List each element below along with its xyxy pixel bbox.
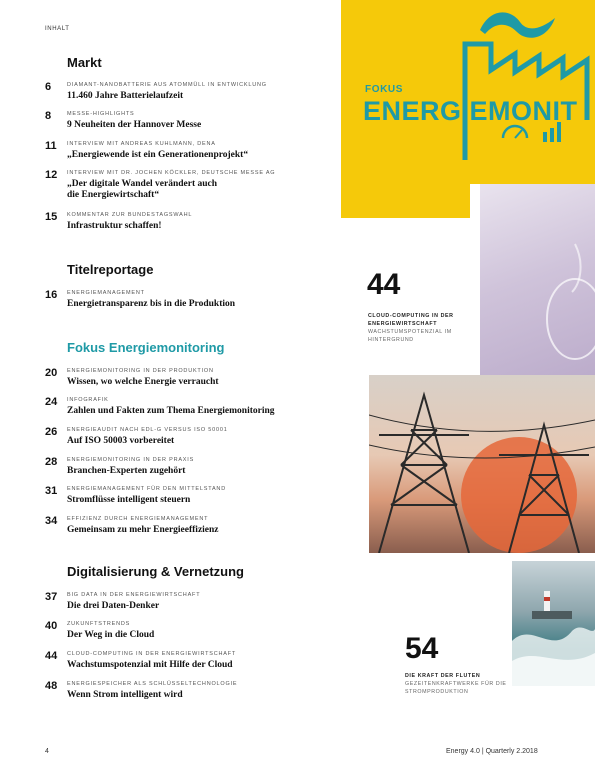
- entry-title: Wachstumspotenzial mit Hilfe der Cloud: [67, 660, 233, 670]
- entry-kicker: ENERGIESPEICHER ALS SCHLÜSSELTECHNOLOGIE: [67, 681, 238, 687]
- entry-kicker: DIAMANT-NANOBATTERIE AUS ATOMMÜLL IN ENTWICKLUNG: [67, 82, 267, 88]
- page-number: 34: [45, 515, 58, 527]
- entry-title-line2: die Energiewirtschaft“: [67, 190, 160, 200]
- page-number: 31: [45, 485, 58, 497]
- feature-caption-line: DIE KRAFT DER FLUTEN: [405, 673, 481, 679]
- entry-title: Infrastruktur schaffen!: [67, 221, 162, 231]
- entry-title: „Energiewende ist ein Generationenprojekt“: [67, 150, 249, 160]
- entry-kicker: INFOGRAFIK: [67, 397, 109, 403]
- cloud-glow: [480, 184, 595, 392]
- pylon-graphic: [369, 375, 595, 553]
- entry-kicker: ZUKUNFTSTRENDS: [67, 621, 131, 627]
- entry-title: Gemeinsam zu mehr Energieeffizienz: [67, 525, 219, 535]
- cloud-photo: [480, 184, 595, 392]
- entry-title: Zahlen und Fakten zum Thema Energiemonitoring: [67, 406, 275, 416]
- page-number: 44: [45, 650, 58, 662]
- lighthouse-graphic: [512, 561, 595, 686]
- fokus-headline: ENERGIEMONIT: [363, 96, 578, 126]
- entry-title: Wissen, wo welche Energie verraucht: [67, 377, 219, 387]
- entry-kicker: INTERVIEW MIT DR. JOCHEN KÖCKLER, DEUTSCHE MESSE AG: [67, 170, 276, 176]
- entry-title: Wenn Strom intelligent wird: [67, 690, 183, 700]
- section-markt: Markt: [67, 55, 102, 70]
- entry-kicker: MESSE-HIGHLIGHTS: [67, 111, 135, 117]
- factory-icon: [455, 0, 595, 160]
- feature-caption-line: ENERGIEWIRTSCHAFT: [368, 321, 438, 327]
- entry-kicker: KOMMENTAR ZUR BUNDESTAGSWAHL: [67, 212, 193, 218]
- entry-kicker: ENERGIEMONITORING IN DER PRODUKTION: [67, 368, 214, 374]
- section-titelreportage: Titelreportage: [67, 262, 154, 277]
- footer-page-number: 4: [45, 748, 49, 755]
- entry-title: Der Weg in die Cloud: [67, 630, 155, 640]
- page-number: 12: [45, 169, 58, 181]
- feature-caption-line: GEZEITENKRAFTWERKE FÜR DIE: [405, 681, 507, 687]
- fokus-kicker: FOKUS: [365, 84, 403, 95]
- entry-kicker: EFFIZIENZ DURCH ENERGIEMANAGEMENT: [67, 516, 209, 522]
- section-label: INHALT: [45, 26, 70, 32]
- entry-title: 11.460 Jahre Batterielaufzeit: [67, 91, 184, 101]
- entry-kicker: CLOUD-COMPUTING IN DER ENERGIEWIRTSCHAFT: [67, 651, 237, 657]
- page-number: 16: [45, 289, 58, 301]
- entry-kicker: ENERGIEAUDIT NACH EDL-G VERSUS ISO 50001: [67, 427, 228, 433]
- entry-kicker: BIG DATA IN DER ENERGIEWIRTSCHAFT: [67, 592, 201, 598]
- section-fokus: Fokus Energiemonitoring: [67, 340, 225, 355]
- power-tower-photo: [369, 375, 595, 553]
- feature-caption-line: WACHSTUMSPOTENZIAL IM: [368, 329, 452, 335]
- feature-page-number: 54: [405, 632, 439, 665]
- feature-caption-line: HINTERGRUND: [368, 337, 414, 343]
- entry-title: 9 Neuheiten der Hannover Messe: [67, 120, 202, 130]
- entry-title: Stromflüsse intelligent steuern: [67, 495, 191, 505]
- page-number: 37: [45, 591, 58, 603]
- entry-kicker: ENERGIEMANAGEMENT FÜR DEN MITTELSTAND: [67, 486, 226, 492]
- page-number: 11: [45, 140, 57, 152]
- footer-separator: |: [481, 748, 486, 755]
- footer-magazine-title: Energy 4.0: [446, 748, 480, 755]
- entry-kicker: ENERGIEMANAGEMENT: [67, 290, 145, 296]
- feature-caption: [405, 672, 507, 696]
- page-number: 28: [45, 456, 58, 468]
- page-number: 8: [45, 110, 52, 122]
- page-number: 24: [45, 396, 58, 408]
- page-number: 40: [45, 620, 58, 632]
- entry-kicker: ENERGIEMONITORING IN DER PRAXIS: [67, 457, 195, 463]
- entry-title: „Der digitale Wandel verändert auch: [67, 179, 218, 189]
- page-number: 6: [45, 81, 52, 93]
- page-number: 20: [45, 367, 58, 379]
- page-number: 15: [45, 211, 58, 223]
- entry-title: Energietransparenz bis in die Produktion: [67, 299, 236, 309]
- section-digital: Digitalisierung & Vernetzung: [67, 564, 244, 579]
- entry-title: Branchen-Experten zugehört: [67, 466, 186, 476]
- footer-magazine: [446, 748, 538, 755]
- entry-title: Die drei Daten-Denker: [67, 601, 160, 611]
- entry-kicker: INTERVIEW MIT ANDREAS KUHLMANN, DENA: [67, 141, 216, 147]
- entry-title: Auf ISO 50003 vorbereitet: [67, 436, 175, 446]
- feature-page-number: 44: [367, 268, 401, 301]
- footer-issue: Quarterly 2.2018: [485, 748, 538, 755]
- feature-caption-line: CLOUD-COMPUTING IN DER: [368, 313, 454, 319]
- page-number: 26: [45, 426, 58, 438]
- page-number: 48: [45, 680, 58, 692]
- feature-caption: [368, 312, 454, 344]
- tidal-photo: [512, 561, 595, 686]
- feature-caption-line: STROMPRODUKTION: [405, 689, 469, 695]
